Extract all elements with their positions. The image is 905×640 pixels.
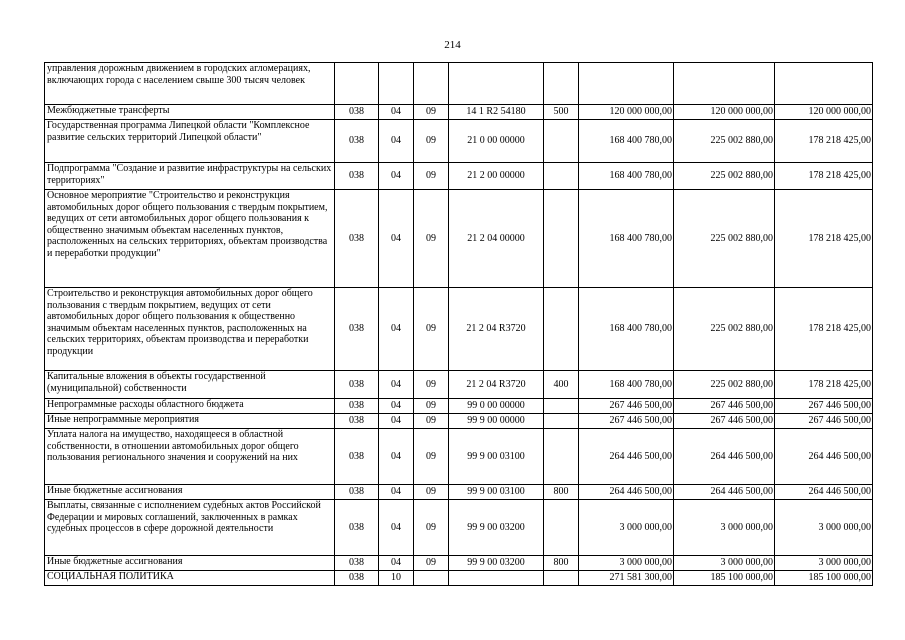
cell-year-3: [775, 63, 873, 105]
cell-year-1: 120 000 000,00: [579, 105, 674, 120]
cell-ved: 038: [335, 288, 379, 371]
cell-csr: 99 9 00 03200: [449, 500, 544, 556]
cell-year-3: 178 218 425,00: [775, 288, 873, 371]
cell-year-3: 264 446 500,00: [775, 485, 873, 500]
cell-vr: [544, 399, 579, 414]
cell-rz: 04: [379, 485, 414, 500]
cell-pr: [414, 63, 449, 105]
cell-year-1: 168 400 780,00: [579, 163, 674, 190]
page-number: 214: [444, 39, 461, 51]
cell-ved: 038: [335, 190, 379, 288]
cell-csr: [449, 571, 544, 586]
cell-year-1: 3 000 000,00: [579, 500, 674, 556]
cell-pr: 09: [414, 556, 449, 571]
cell-rz: 04: [379, 556, 414, 571]
cell-csr: 21 2 04 R3720: [449, 371, 544, 399]
table-row: [45, 556, 873, 571]
cell-rz: [379, 63, 414, 105]
cell-csr: 99 9 00 03100: [449, 485, 544, 500]
cell-year-1: 168 400 780,00: [579, 288, 674, 371]
cell-year-1: 271 581 300,00: [579, 571, 674, 586]
cell-csr: 99 9 00 03200: [449, 556, 544, 571]
cell-ved: 038: [335, 105, 379, 120]
cell-year-2: 267 446 500,00: [674, 399, 775, 414]
table-row: [45, 105, 873, 120]
cell-csr: 99 0 00 00000: [449, 399, 544, 414]
cell-year-3: 264 446 500,00: [775, 429, 873, 485]
cell-year-3: 267 446 500,00: [775, 399, 873, 414]
cell-pr: 09: [414, 190, 449, 288]
cell-rz: 04: [379, 500, 414, 556]
cell-ved: 038: [335, 414, 379, 429]
cell-csr: [449, 63, 544, 105]
cell-year-1: [579, 63, 674, 105]
cell-year-1: 168 400 780,00: [579, 371, 674, 399]
cell-pr: 09: [414, 414, 449, 429]
row-name: Иные непрограммные мероприятия: [45, 414, 335, 429]
cell-year-3: 3 000 000,00: [775, 500, 873, 556]
cell-rz: 04: [379, 288, 414, 371]
table-row: [45, 120, 873, 163]
cell-vr: [544, 429, 579, 485]
row-name: Выплаты, связанные с исполнением судебных актов Российской Федерации и мировых соглашений, заключенных в рамках судебных процессов в сфере дорожной деятельности: [45, 500, 335, 556]
cell-pr: 09: [414, 429, 449, 485]
cell-year-2: 225 002 880,00: [674, 163, 775, 190]
cell-vr: [544, 500, 579, 556]
cell-year-2: 3 000 000,00: [674, 556, 775, 571]
cell-year-3: 267 446 500,00: [775, 414, 873, 429]
cell-ved: [335, 63, 379, 105]
cell-ved: 038: [335, 429, 379, 485]
table-row: [45, 500, 873, 556]
cell-pr: 09: [414, 485, 449, 500]
cell-year-2: 225 002 880,00: [674, 371, 775, 399]
cell-vr: [544, 63, 579, 105]
cell-ved: 038: [335, 571, 379, 586]
table-row: [45, 163, 873, 190]
cell-vr: 800: [544, 485, 579, 500]
cell-rz: 04: [379, 414, 414, 429]
cell-rz: 04: [379, 371, 414, 399]
cell-pr: 09: [414, 399, 449, 414]
cell-csr: 21 2 00 00000: [449, 163, 544, 190]
cell-vr: 800: [544, 556, 579, 571]
cell-year-3: 178 218 425,00: [775, 163, 873, 190]
table-row: [45, 485, 873, 500]
table-row: [45, 414, 873, 429]
cell-year-1: 267 446 500,00: [579, 414, 674, 429]
row-name: Иные бюджетные ассигнования: [45, 485, 335, 500]
budget-table: [44, 62, 873, 586]
cell-year-2: 267 446 500,00: [674, 414, 775, 429]
cell-vr: 500: [544, 105, 579, 120]
cell-pr: 09: [414, 105, 449, 120]
table-row: [45, 288, 873, 371]
cell-vr: [544, 288, 579, 371]
row-name: Основное мероприятие "Строительство и реконструкция автомобильных дорог общего пользования с твердым покрытием, ведущих от сети автомобильных дорог общего пользования к общественно значимым объектам населенных пунктов, расположенных на сельских территориях, объектам производства и переработки продукции": [45, 190, 335, 288]
cell-pr: 09: [414, 500, 449, 556]
cell-year-2: 120 000 000,00: [674, 105, 775, 120]
cell-rz: 04: [379, 399, 414, 414]
cell-ved: 038: [335, 120, 379, 163]
cell-csr: 99 9 00 00000: [449, 414, 544, 429]
table-row: [45, 190, 873, 288]
cell-vr: [544, 571, 579, 586]
cell-vr: [544, 163, 579, 190]
cell-year-2: 225 002 880,00: [674, 190, 775, 288]
table-row: [45, 429, 873, 485]
cell-csr: 21 2 04 R3720: [449, 288, 544, 371]
table-row: [45, 63, 873, 105]
row-name: Строительство и реконструкция автомобильных дорог общего пользования с твердым покрытием, ведущих от сети автомобильных дорог общего пользования к общественно значимым объектам населенных пунктов, расположенных на сельских территориях, объектам производства и переработки продукции: [45, 288, 335, 371]
cell-year-1: 168 400 780,00: [579, 190, 674, 288]
cell-pr: 09: [414, 120, 449, 163]
row-name: Капитальные вложения в объекты государственной (муниципальной) собственности: [45, 371, 335, 399]
cell-year-1: 267 446 500,00: [579, 399, 674, 414]
cell-vr: 400: [544, 371, 579, 399]
cell-year-3: 120 000 000,00: [775, 105, 873, 120]
cell-year-1: 264 446 500,00: [579, 429, 674, 485]
cell-year-2: 225 002 880,00: [674, 120, 775, 163]
table-row: [45, 571, 873, 586]
cell-year-3: 3 000 000,00: [775, 556, 873, 571]
cell-rz: 04: [379, 163, 414, 190]
cell-pr: [414, 571, 449, 586]
cell-ved: 038: [335, 485, 379, 500]
cell-rz: 04: [379, 190, 414, 288]
cell-ved: 038: [335, 556, 379, 571]
cell-year-1: 168 400 780,00: [579, 120, 674, 163]
cell-ved: 038: [335, 399, 379, 414]
row-name: управления дорожным движением в городских агломерациях, включающих города с населением свыше 300 тысяч человек: [45, 63, 335, 105]
row-name: Государственная программа Липецкой области "Комплексное развитие сельских территорий Липецкой области": [45, 120, 335, 163]
cell-year-2: 264 446 500,00: [674, 485, 775, 500]
cell-pr: 09: [414, 371, 449, 399]
cell-rz: 04: [379, 105, 414, 120]
cell-year-3: 178 218 425,00: [775, 371, 873, 399]
cell-rz: 04: [379, 429, 414, 485]
cell-year-1: 264 446 500,00: [579, 485, 674, 500]
table-row: [45, 371, 873, 399]
cell-year-3: 178 218 425,00: [775, 190, 873, 288]
cell-ved: 038: [335, 500, 379, 556]
cell-pr: 09: [414, 163, 449, 190]
cell-rz: 10: [379, 571, 414, 586]
cell-ved: 038: [335, 371, 379, 399]
cell-year-2: 3 000 000,00: [674, 500, 775, 556]
cell-pr: 09: [414, 288, 449, 371]
cell-csr: 21 2 04 00000: [449, 190, 544, 288]
cell-csr: 14 1 R2 54180: [449, 105, 544, 120]
cell-year-2: 185 100 000,00: [674, 571, 775, 586]
cell-vr: [544, 120, 579, 163]
cell-year-1: 3 000 000,00: [579, 556, 674, 571]
cell-year-2: 264 446 500,00: [674, 429, 775, 485]
cell-year-2: [674, 63, 775, 105]
row-name: Непрограммные расходы областного бюджета: [45, 399, 335, 414]
cell-rz: 04: [379, 120, 414, 163]
cell-year-3: 178 218 425,00: [775, 120, 873, 163]
cell-csr: 21 0 00 00000: [449, 120, 544, 163]
cell-vr: [544, 414, 579, 429]
cell-vr: [544, 190, 579, 288]
row-name: Межбюджетные трансферты: [45, 105, 335, 120]
row-name: Иные бюджетные ассигнования: [45, 556, 335, 571]
cell-year-3: 185 100 000,00: [775, 571, 873, 586]
cell-csr: 99 9 00 03100: [449, 429, 544, 485]
cell-year-2: 225 002 880,00: [674, 288, 775, 371]
row-name: Подпрограмма "Создание и развитие инфраструктуры на сельских территориях": [45, 163, 335, 190]
cell-ved: 038: [335, 163, 379, 190]
row-name: СОЦИАЛЬНАЯ ПОЛИТИКА: [45, 571, 335, 586]
table-row: [45, 399, 873, 414]
row-name: Уплата налога на имущество, находящееся в областной собственности, в отношении автомобильных дорог общего пользования регионального значения и сооружений на них: [45, 429, 335, 485]
